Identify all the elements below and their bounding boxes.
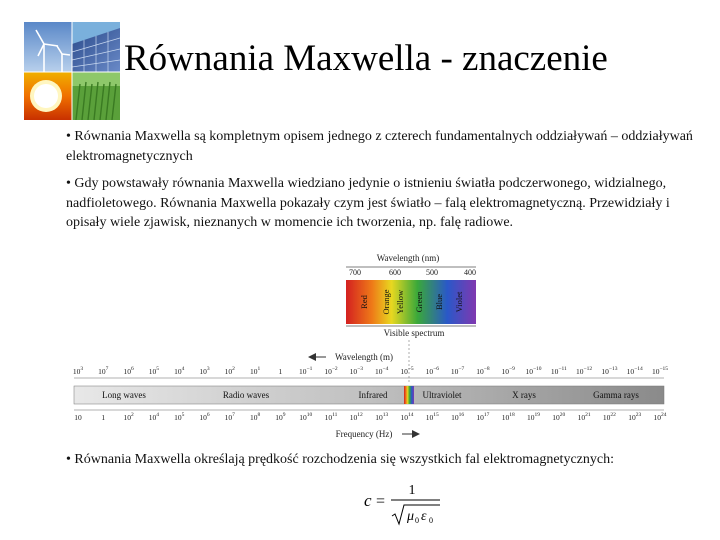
wavelength-tick-4: $10^4$ (174, 366, 185, 376)
frequency-tick-12: $10^{13}$ (375, 412, 389, 422)
frequency-tick-8: $10^9$ (275, 412, 286, 422)
frequency-tick-2: $10^2$ (123, 412, 134, 422)
wavelength-nm-title: Wavelength (nm) (376, 253, 440, 263)
formula-eps-sub: 0 (429, 516, 433, 525)
speed-of-light-formula (362, 478, 452, 528)
formula-numerator: 1 (408, 483, 416, 498)
frequency-tick-14: $10^{15}$ (425, 412, 439, 422)
band-ultraviolet: Ultraviolet (422, 390, 462, 400)
frequency-tick-4: $10^5$ (174, 412, 185, 422)
wavelength-tick-15: $10^{-7}$ (450, 366, 465, 376)
frequency-tick-19: $10^{20}$ (552, 412, 566, 422)
frequency-tick-7: $10^8$ (249, 412, 261, 422)
nm-tick-500: 500 (426, 268, 438, 277)
band-infrared: Infrared (358, 390, 388, 400)
wavelength-tick-18: $10^{-10}$ (525, 366, 542, 376)
wavelength-tick-12: $10^{-4}$ (375, 366, 389, 376)
nm-tick-400: 400 (464, 268, 476, 277)
wavelength-tick-13: $10^{-5}$ (400, 366, 414, 376)
frequency-tick-0: 10 (74, 413, 82, 422)
frequency-tick-17: $10^{18}$ (501, 412, 515, 422)
band-x-rays: X rays (512, 390, 536, 400)
wavelength-tick-21: $10^{-13}$ (601, 366, 618, 376)
wavelength-tick-14: $10^{-6}$ (425, 366, 439, 376)
paragraph-light-discovery: • Gdy powstawały równania Maxwella wiedziano jedynie o istnieniu światła podczerwonego, widzialnego, nadfioletowego. Równania Maxwella pokazały czym jest światło – falą elektromagnetyczną. Przewidziały i opisały wiele zjawisk, nieznanych w momencie ich tworzenia, np. falę radiowe. (66, 176, 670, 230)
frequency-tick-3: $10^4$ (148, 412, 160, 422)
color-label-yellow: Yellow (395, 289, 405, 315)
wavelength-tick-2: $10^6$ (123, 366, 134, 376)
band-radio-waves: Radio waves (222, 390, 270, 400)
band-gamma-rays: Gamma rays (593, 390, 639, 400)
frequency-tick-21: $10^{22}$ (602, 412, 616, 422)
frequency-tick-10: $10^{11}$ (324, 412, 338, 422)
frequency-title: Frequency (Hz) (335, 429, 393, 439)
nm-tick-700: 700 (349, 268, 361, 277)
wavelength-tick-22: $10^{-14}$ (626, 366, 643, 376)
slide-title: Równania Maxwella - znaczenie (124, 38, 608, 79)
color-label-red: Red (359, 295, 369, 309)
wavelength-tick-labels (73, 366, 668, 376)
wavelength-tick-3: $10^5$ (148, 366, 160, 376)
wavelength-tick-11: $10^{-3}$ (349, 366, 363, 376)
frequency-tick-11: $10^{12}$ (349, 412, 363, 422)
frequency-tick-labels (74, 412, 667, 422)
formula-eps: ε (421, 509, 427, 524)
frequency-tick-5: $10^6$ (199, 412, 210, 422)
formula-c: c (364, 491, 372, 510)
wavelength-tick-6: $10^2$ (224, 366, 235, 376)
wavelength-m-title: Wavelength (m) (334, 352, 394, 362)
frequency-tick-9: $10^{10}$ (299, 412, 313, 422)
energy-logo-image (24, 22, 120, 120)
frequency-tick-6: $10^7$ (224, 412, 235, 422)
wavelength-tick-17: $10^{-9}$ (501, 366, 515, 376)
frequency-tick-13: $10^{14}$ (400, 412, 414, 422)
frequency-tick-20: $10^{21}$ (577, 412, 591, 422)
formula-mu: μ (407, 509, 415, 524)
wavelength-tick-8: 1 (278, 367, 283, 376)
electromagnetic-spectrum-figure (64, 252, 668, 442)
wavelength-tick-23: $10^{-15}$ (651, 366, 668, 376)
color-label-blue: Blue (434, 293, 444, 311)
wavelength-tick-16: $10^{-8}$ (476, 366, 490, 376)
color-label-orange: Orange (381, 289, 391, 315)
wavelength-tick-20: $10^{-12}$ (576, 366, 593, 376)
frequency-tick-15: $10^{16}$ (451, 412, 465, 422)
frequency-tick-16: $10^{17}$ (476, 412, 490, 422)
frequency-tick-18: $10^{19}$ (527, 412, 540, 422)
paragraph-wave-speed: • Równania Maxwella określają prędkość rozchodzenia się wszystkich fal elektromagnetycznych: (66, 452, 614, 467)
wavelength-tick-5: $10^3$ (199, 366, 210, 376)
frequency-tick-23: $10^{24}$ (653, 412, 667, 422)
nm-tick-600: 600 (389, 268, 401, 277)
wavelength-tick-19: $10^{-11}$ (550, 366, 567, 376)
visible-spectrum-label: Visible spectrum (383, 328, 445, 338)
paragraph-fundamental-interactions: • Równania Maxwella są kompletnym opisem jednego z czterech fundamentalnych oddziaływań – oddziaływań elektromagnetycznych (66, 129, 693, 164)
color-label-green: Green (414, 291, 424, 313)
wavelength-tick-0: $10^3$ (72, 366, 84, 376)
wavelength-tick-1: $10^7$ (98, 366, 109, 376)
frequency-tick-22: $10^{23}$ (628, 412, 642, 422)
band-long-waves: Long waves (102, 390, 146, 400)
frequency-tick-1: 1 (101, 413, 106, 422)
formula-mu-sub: 0 (415, 516, 419, 525)
visible-slice (404, 386, 414, 404)
formula-equals: = (376, 493, 386, 510)
wavelength-tick-10: $10^{-2}$ (324, 366, 338, 376)
wavelength-tick-9: $10^{-1}$ (299, 366, 313, 376)
color-label-violet: Violet (454, 291, 464, 313)
wavelength-tick-7: $10^1$ (249, 366, 261, 376)
